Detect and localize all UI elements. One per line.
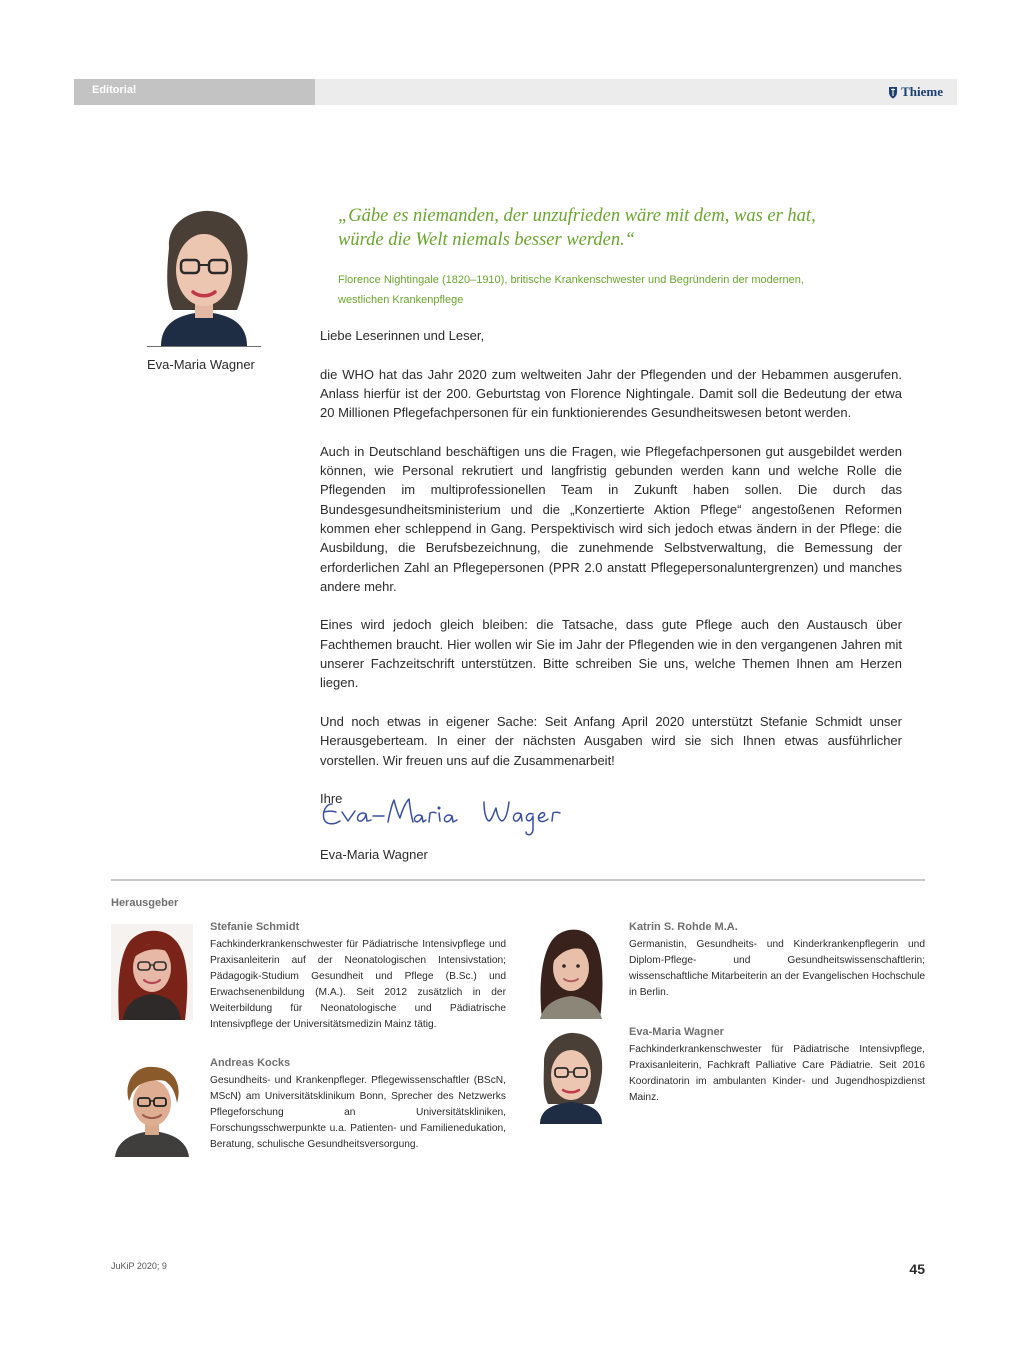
- signer-name: Eva-Maria Wagner: [320, 847, 428, 862]
- quote-line: „Gäbe es niemanden, der unzufrieden wäre mit dem, was er hat,: [338, 206, 816, 226]
- editor-bio: Fachkinderkrankenschwester für Pädiatrische Intensivpflege, Praxisanleiterin, Fachkraft Palliative Care Pädiatrie. Seit 2016 Koordinatorin im ambulanten Kinder- und Jugendhospizdienst Mainz.: [629, 1044, 925, 1103]
- section-divider: [111, 879, 925, 881]
- epigraph-quote: [338, 204, 898, 252]
- author-portrait: [147, 206, 261, 347]
- editor-photo: [530, 1030, 612, 1124]
- editor-bio: Germanistin, Gesundheits- und Kinderkrankenpflegerin und Diplom-Pflege- und Gesundheitswissenschaftlerin; wissenschaftliche Mitarbeiterin an der Evangelischen Hochschule in Berlin.: [629, 939, 925, 998]
- editor-name: Eva-Maria Wagner: [629, 1026, 724, 1038]
- quote-attribution: [338, 270, 858, 310]
- quote-line: würde die Welt niemals besser werden.“: [338, 230, 636, 250]
- publisher-name: Thieme: [901, 84, 943, 99]
- letter-paragraph: die WHO hat das Jahr 2020 zum weltweiten Jahr der Pflegenden und der Hebammen ausgerufen. Anlass hierfür ist der 200. Geburtstag von Florence Nightingale. Damit soll die Bedeutung der etwa 20 Millionen Pflegefachpersonen für ein funktionierendes Gesundheitswesen betont werden.: [320, 366, 902, 421]
- editors-heading: Herausgeber: [111, 897, 179, 909]
- salutation: Liebe Leserinnen und Leser,: [320, 328, 485, 343]
- handwritten-signature: [318, 790, 578, 842]
- letter-paragraph: Eines wird jedoch gleich bleiben: die Tatsache, dass gute Pflege auch den Austausch über Fachthemen braucht. Hier wollen wir Sie im Jahr der Pflegenden wie in den vergangenen Jahren mit unserer Fachzeitschrift unterstützen. Bitte schreiben Sie uns, welche Themen Ihnen am Herzen liegen.: [320, 617, 902, 691]
- editor-name: Andreas Kocks: [210, 1057, 291, 1069]
- header-bar: [315, 79, 957, 105]
- attribution-line: westlichen Krankenpflege: [338, 294, 464, 306]
- section-label: Editorial: [92, 84, 137, 96]
- editor-name: Katrin S. Rohde M.A.: [629, 921, 738, 933]
- thieme-crest-icon: [888, 86, 898, 99]
- publisher-logo: [888, 84, 943, 100]
- editor-name: Stefanie Schmidt: [210, 921, 300, 933]
- editor-photo: [111, 924, 193, 1020]
- editor-bio: Gesundheits- und Krankenpfleger. Pflegewissenschaftler (BScN, MScN) am Universitätsklinikum Bonn, Sprecher des Netzwerks Pflegeforschung an Universitätskliniken, Forschungsschwerpunkte u.a. Patienten- und Familienedukation, Beratung, schulische Gesundheitsversorgung.: [210, 1075, 506, 1150]
- page-number: 45: [909, 1261, 925, 1277]
- editor-bio: Fachkinderkrankenschwester für Pädiatrische Intensivpflege und Praxisanleiterin auf der Neonatologischen Intensivstation; Pädagogik-Studium Gesundheit und Pflege (B.Sc.) und Erwachsenenbildung (M.A.). Seit 2012 zusätzlich in der Weiterbildung für Neonatologische und Pädiatrische Intensivpflege der Universitätsmedizin Mainz tätig.: [210, 939, 506, 1030]
- editor-photo: [111, 1061, 193, 1157]
- letter-paragraph: Auch in Deutschland beschäftigen uns die Fragen, wie Pflegefachpersonen gut ausgebildet werden können, wie Personal rekrutiert und langfristig gebunden werden kann und welche Rolle die Pflegenden im multiprofessionellen Team in Zukunft haben sollen. Die durch das Bundesgesundheitsministerium und die „Konzertierte Aktion Pflege“ angestoßenen Reformen kommen eher schleppend in Gang. Perspektivisch wird sich jedoch etwas ändern in der Pflege: die Ausbildung, die Berufsbezeichnung, die zunehmende Selbstverwaltung, die Bemessung der erforderlichen Zahl an Pflegepersonen (PPR 2.0 anstatt Pflegepersonaluntergrenzen) und manches andere mehr.: [320, 443, 902, 594]
- closing: Ihre: [320, 791, 343, 807]
- letter-paragraph: Und noch etwas in eigener Sache: Seit Anfang April 2020 unterstützt Stefanie Schmidt unser Herausgeberteam. In einer der nächsten Ausgaben wird sie sich Ihnen etwas ausführlicher vorstellen. Wir freuen uns auf die Zusammenarbeit!: [320, 713, 902, 768]
- attribution-line: Florence Nightingale (1820–1910), britische Krankenschwester und Begründerin der modernen,: [338, 274, 804, 286]
- journal-citation: JuKiP 2020; 9: [111, 1261, 167, 1271]
- editorial-letter: [320, 326, 902, 828]
- portrait-caption: Eva-Maria Wagner: [147, 357, 255, 372]
- section-tab: [74, 79, 315, 105]
- editor-photo: [530, 924, 612, 1019]
